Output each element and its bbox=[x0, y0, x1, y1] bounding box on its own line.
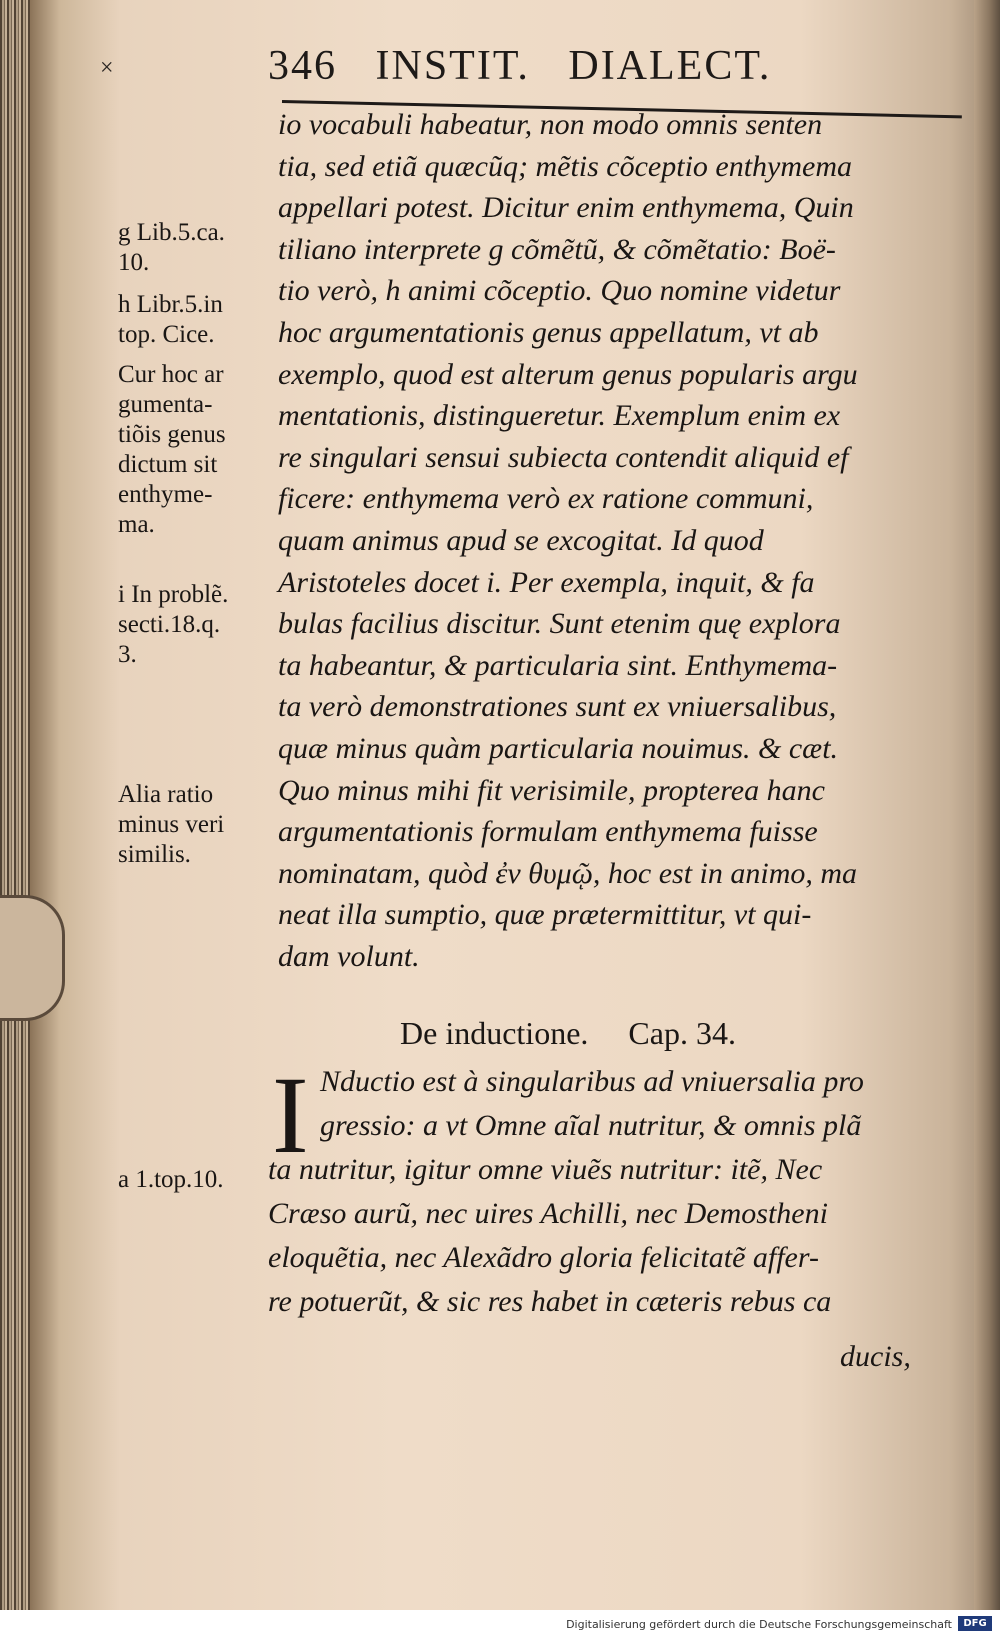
body-line: mentationis, distingueretur. Exemplum enim ex bbox=[278, 399, 841, 433]
chapter-line: ta nutritur, igitur omne viuẽs nutritur: itẽ, Nec bbox=[268, 1153, 823, 1186]
body-line: argumentationis formulam enthymema fuisse bbox=[278, 815, 818, 849]
body-line: appellari potest. Dicitur enim enthymema, Quin bbox=[278, 191, 854, 225]
body-line: dam volunt. bbox=[278, 939, 420, 973]
page-edges-left bbox=[0, 0, 30, 1610]
chapter-line: re potuerũt, & sic res habet in cæteris rebus ca bbox=[268, 1285, 832, 1318]
body-line: bulas facilius discitur. Sunt etenim quę explora bbox=[278, 607, 841, 641]
body-line: ficere: enthymema verò ex ratione communi, bbox=[278, 482, 814, 516]
margin-note: Alia ratio minus veri similis. bbox=[118, 781, 225, 868]
margin-note: Cur hoc ar gumenta- tiõis genus dictum sit enthyme- ma. bbox=[118, 361, 226, 538]
running-header bbox=[268, 42, 988, 102]
catchword: ducis, bbox=[840, 1340, 911, 1373]
body-line: hoc argumentationis genus appellatum, vt ab bbox=[278, 315, 819, 349]
chapter-line: eloquẽtia, nec Alexãdro gloria felicitatẽ affer- bbox=[268, 1241, 819, 1274]
header-title-part2: DIALECT. bbox=[568, 43, 772, 89]
body-line: exemplo, quod est alterum genus popularis argu bbox=[278, 357, 858, 391]
footer-credit: Digitalisierung gefördert durch die Deutsche Forschungsgemeinschaft bbox=[566, 1618, 952, 1631]
body-line: neat illa sumptio, quæ prætermittitur, vt qui- bbox=[278, 898, 812, 932]
binding-band bbox=[0, 895, 65, 1021]
chapter-line: Nductio est à singularibus ad vniuersalia pro bbox=[320, 1065, 864, 1098]
corner-mark: × bbox=[100, 55, 114, 81]
body-line: nominatam, quòd ἐν θυμῷ, hoc est in animo, ma bbox=[278, 856, 858, 890]
chapter-number: Cap. 34. bbox=[628, 1015, 736, 1051]
chapter-heading bbox=[400, 1015, 736, 1052]
body-text bbox=[278, 104, 978, 977]
digitization-footer bbox=[0, 1610, 1000, 1639]
chapter-text bbox=[268, 1060, 980, 1324]
chapter-line: gressio: a vt Omne aĩal nutritur, & omnis plã bbox=[320, 1109, 862, 1142]
margin-note: h Libr.5.in top. Cice. bbox=[118, 291, 223, 348]
body-line: re singulari sensui subiecta contendit aliquid ef bbox=[278, 440, 849, 474]
body-line: Quo minus mihi fit verisimile, propterea hanc bbox=[278, 773, 825, 807]
page-number: 346 bbox=[268, 43, 337, 89]
body-line: ta habeantur, & particularia sint. Enthymema- bbox=[278, 648, 838, 682]
margin-note: g Lib.5.ca. 10. bbox=[118, 219, 225, 276]
body-line: Aristoteles docet i. Per exempla, inquit, & fa bbox=[278, 565, 815, 599]
chapter-title: De inductione. bbox=[400, 1015, 589, 1051]
body-line: io vocabuli habeatur, non modo omnis senten bbox=[278, 108, 823, 141]
drop-capital: I bbox=[272, 1054, 309, 1176]
body-line: quæ minus quàm particularia nouimus. & cæt. bbox=[278, 731, 839, 765]
header-title-part1: INSTIT. bbox=[375, 43, 530, 89]
body-line: tia, sed etiã quæcũq; mẽtis cõceptio enthymema bbox=[278, 149, 853, 183]
margin-note: a 1.top.10. bbox=[118, 1166, 224, 1193]
body-line: tiliano interprete g cõmẽtũ, & cõmẽtatio: Boë- bbox=[278, 232, 836, 266]
chapter-line: Cræso aurũ, nec uires Achilli, nec Demostheni bbox=[268, 1197, 828, 1230]
body-line: ta verò demonstrationes sunt ex vniuersalibus, bbox=[278, 690, 837, 724]
dfg-logo: DFG bbox=[958, 1616, 992, 1631]
body-line: quam animus apud se excogitat. Id quod bbox=[278, 523, 764, 557]
body-line: tio verò, h animi cõceptio. Quo nomine videtur bbox=[278, 274, 841, 308]
margin-note: i In problẽ. secti.18.q. 3. bbox=[118, 581, 229, 668]
